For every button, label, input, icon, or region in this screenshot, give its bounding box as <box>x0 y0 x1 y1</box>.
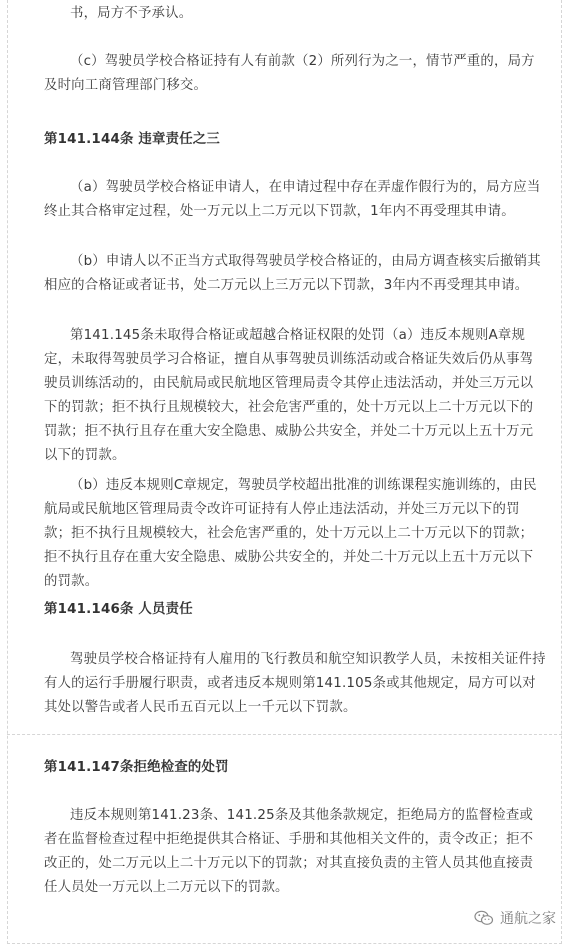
watermark-text: 通航之家 <box>500 911 556 927</box>
heading-141-144: 第141.144条 违章责任之三 <box>44 132 220 147</box>
paragraph-c: （c）驾驶员学校合格证持有人有前款（2）所列行为之一，情节严重的，局方及时向工商管理部门移交。 <box>44 54 535 93</box>
paragraph-144-b: （b）申请人以不正当方式取得驾驶员学校合格证的，由局方调查核实后撤销其相应的合格证或者证书，处二万元以上三万元以下罚款，3年内不再受理其申请。 <box>44 254 541 293</box>
paragraph-146: 驾驶员学校合格证持有人雇用的飞行教员和航空知识教学人员，未按相关证件持有人的运行手册履行职责，或者违反本规则第141.105条或其他规定，局方可以对其处以警告或者人民币五百元以上一千元以下罚款。 <box>44 652 546 715</box>
wechat-icon <box>474 910 494 926</box>
heading-141-146: 第141.146条 人员责任 <box>44 602 193 617</box>
paragraph-144-a: （a）驾驶员学校合格证申请人，在申请过程中存在弄虚作假行为的，局方应当终止其合格审定过程，处一万元以上二万元以下罚款，1年内不再受理其申请。 <box>44 180 541 219</box>
paragraph-145-b: （b）违反本规则C章规定，驾驶员学校超出批准的训练课程实施训练的，由民航局或民航地区管理局责令改许可证持有人停止违法活动，并处三万元以下的罚款；拒不执行且规模较大，社会危害严重的，处十万元以上二十万元以下的罚款；拒不执行且存在重大安全隐患、威胁公共安全的，并处二十万元以上五十万元以下的罚款。 <box>44 478 537 589</box>
heading-141-147: 第141.147条拒绝检查的处罚 <box>44 760 229 775</box>
paragraph-top: 书，局方不予承认。 <box>70 6 193 21</box>
paragraph-147: 违反本规则第141.23条、141.25条及其他条款规定，拒绝局方的监督检查或者在监督检查过程中拒绝提供其合格证、手册和其他相关文件的，责令改正；拒不改正的，处二万元以上二十万元以下的罚款；对其直接负责的主管人员其他直接责任人员处一万元以上二万元以下的罚款。 <box>44 808 534 895</box>
section-divider <box>7 734 562 735</box>
paragraph-145-a: 第141.145条未取得合格证或超越合格证权限的处罚（a）违反本规则A章规定，未取得驾驶员学习合格证，擅自从事驾驶员训练活动或合格证失效后仍从事驾驶员训练活动的，由民航局或民航地区管理局责令其停止违法活动，并处三万元以下的罚款；拒不执行且规模较大，社会危害严重的，处十万元以上二十万元以下的罚款；拒不执行且存在重大安全隐患、威胁公共安全，并处二十万元以上五十万元以下的罚款。 <box>44 328 534 463</box>
watermark <box>474 908 556 928</box>
